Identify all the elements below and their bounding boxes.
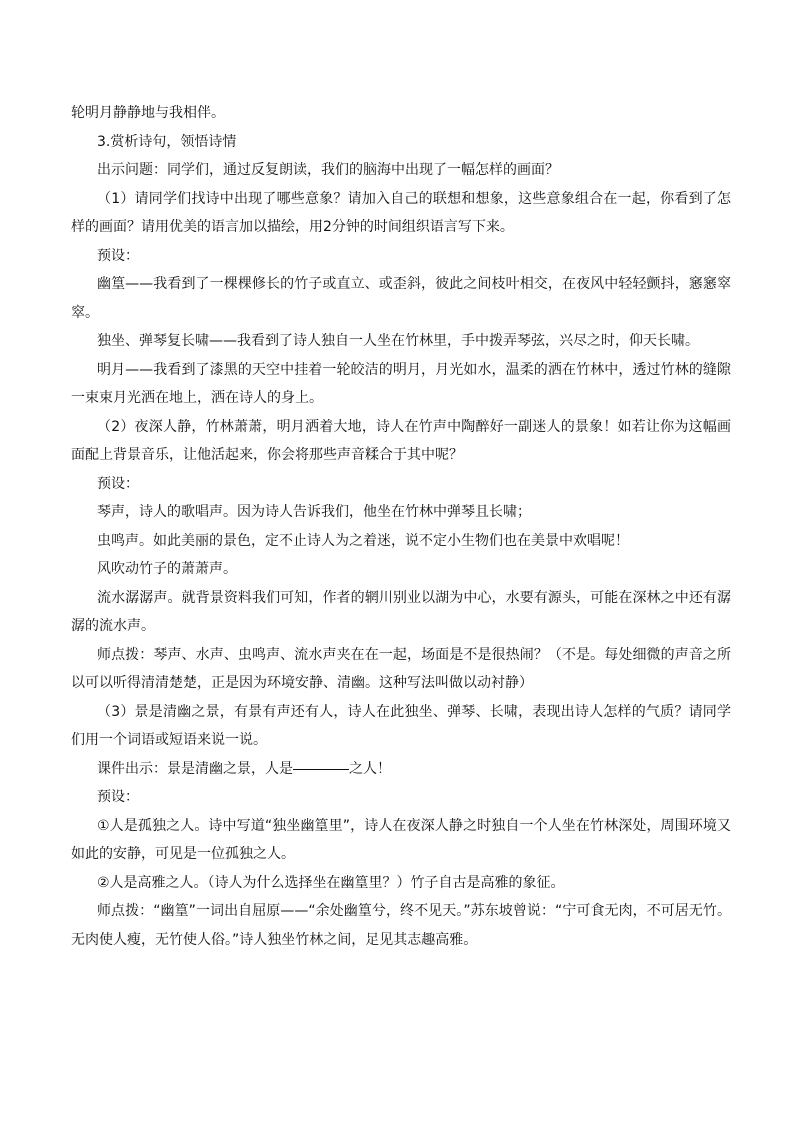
question-2: （2）夜深人静，竹林萧萧，明月洒着大地，诗人在竹声中陶醉好一副迷人的景象！如若让你为这幅画面配上背景音乐，让他活起来，你会将那些声音糅合于其中呢？ <box>71 418 731 463</box>
preset-label: 预设： <box>97 247 139 264</box>
preset-label: 预设： <box>97 475 139 492</box>
paragraph: ①人是孤独之人。诗中写道“独坐幽篁里”，诗人在夜深人静之时独自一个人坐在竹林深处，周围环境又如此的安静，可见是一位孤独之人。 <box>71 817 731 862</box>
preset-label: 预设： <box>97 789 139 805</box>
question-3: （3）景是清幽之景，有景有声还有人，诗人在此独坐、弹琴、长啸，表现出诗人怎样的气质？请同学们用一个词语或短语来说一说。 <box>71 703 731 748</box>
paragraph: ②人是高雅之人。（诗人为什么选择坐在幽篁里？）竹子自古是高雅的象征。 <box>97 874 565 891</box>
fill-in-blank-line <box>71 755 731 784</box>
blank-line-before: 课件出示：景是清幽之景，人是 <box>97 760 293 777</box>
paragraph: 琴声，诗人的歌唱声。因为诗人告诉我们，他坐在竹林中弹琴且长啸； <box>97 504 531 520</box>
document-body <box>71 99 731 954</box>
paragraph: 轮明月静静地与我相伴。 <box>71 105 225 121</box>
blank-line-after: 之人！ <box>349 760 391 777</box>
paragraph: 虫鸣声。如此美丽的景色，定不止诗人为之着迷，说不定小生物们也在美景中欢唱呢！ <box>97 532 629 549</box>
paragraph: 明月——我看到了漆黑的天空中挂着一轮皎洁的明月，月光如水，温柔的洒在竹林中，透过竹林的缝隙一束束月光洒在地上，洒在诗人的身上。 <box>71 361 731 406</box>
question-1: （1）请同学们找诗中出现了哪些意象？请加入自己的联想和想象，这些意象组合在一起，你看到了怎样的画面？请用优美的语言加以描绘，用2分钟的时间组织语言写下来。 <box>71 190 731 235</box>
blank-underline <box>293 768 349 770</box>
teacher-note: 师点拨：“幽篁”一词出自屈原——“余处幽篁兮，终不见天。”苏东坡曾说：“宁可食无肉，不可居无竹。无肉使人瘦，无竹使人俗。”诗人独坐竹林之间，足见其志趣高雅。 <box>71 903 731 948</box>
paragraph: 流水潺潺声。就背景资料我们可知，作者的辋川别业以湖为中心，水要有源头，可能在深林之中还有潺潺的流水声。 <box>71 589 731 634</box>
section-heading: 3.赏析诗句，领悟诗情 <box>97 133 237 150</box>
paragraph: 独坐、弹琴复长啸——我看到了诗人独自一人坐在竹林里，手中拨弄琴弦，兴尽之时，仰天长啸。 <box>97 333 699 349</box>
paragraph: 幽篁——我看到了一棵棵修长的竹子或直立、或歪斜，彼此之间枝叶相交，在夜风中轻轻颤抖，窸窸窣窣。 <box>71 276 731 321</box>
paragraph: 出示问题：同学们，通过反复朗读，我们的脑海中出现了一幅怎样的画面？ <box>97 162 559 178</box>
teacher-note: 师点拨：琴声、水声、虫鸣声、流水声夹在在一起，场面是不是很热闹？（不是。每处细微的声音之所以可以听得清清楚楚，正是因为环境安静、清幽。这种写法叫做以动衬静） <box>71 646 731 691</box>
paragraph: 风吹动竹子的萧萧声。 <box>97 561 237 577</box>
